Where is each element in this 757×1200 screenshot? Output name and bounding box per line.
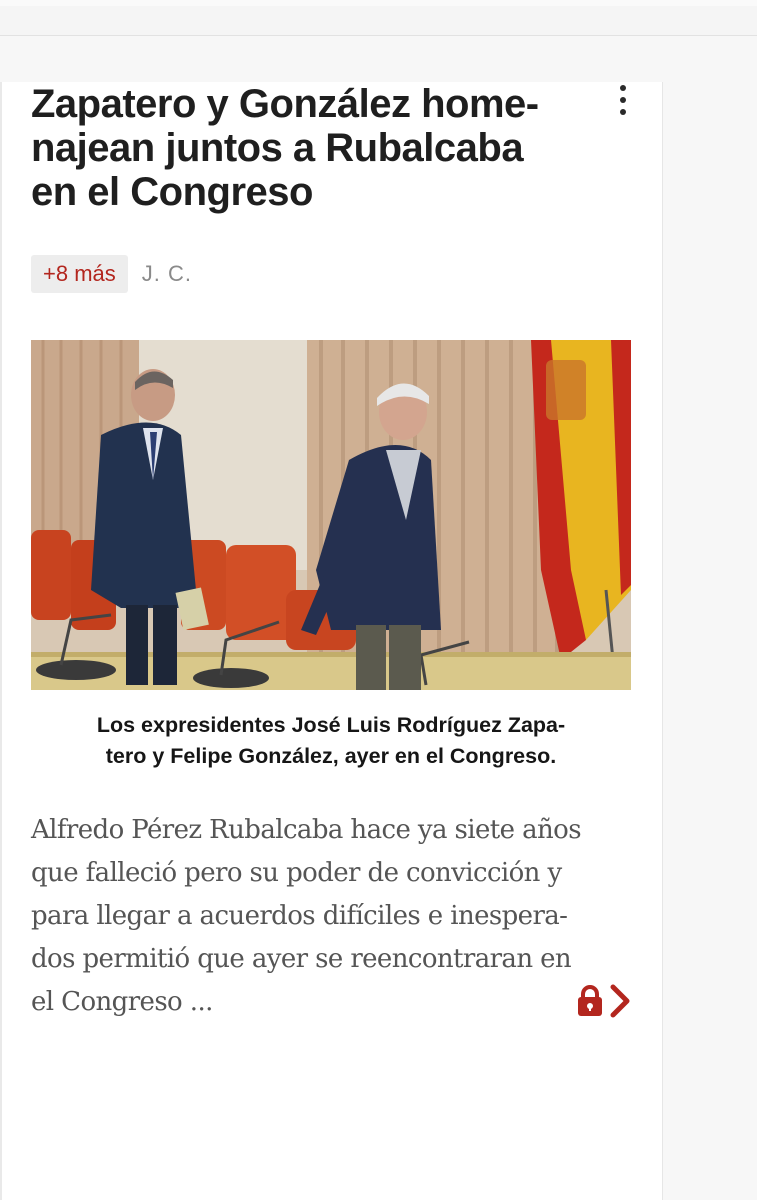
photo-illustration: [31, 340, 631, 690]
article-card[interactable]: [0, 82, 663, 1200]
article-headline[interactable]: [31, 82, 591, 214]
card-edge: [0, 82, 2, 1200]
article-photo[interactable]: [31, 340, 631, 690]
kebab-dot: [620, 97, 626, 103]
browser-top-bar: [0, 0, 757, 36]
top-bar-highlight: [0, 0, 757, 6]
more-authors-badge[interactable]: +8 más: [31, 255, 128, 293]
excerpt-line: Alfredo Pérez Rubalcaba hace ya siete años: [31, 815, 581, 845]
kebab-dot: [620, 85, 626, 91]
headline-line: en el Congreso: [31, 170, 313, 214]
more-options-icon[interactable]: [612, 82, 634, 118]
article-excerpt[interactable]: [31, 809, 631, 1024]
excerpt-line: que falleció pero su poder de convicción y: [31, 858, 562, 888]
excerpt-line: para llegar a acuerdos difíciles e inespera-: [31, 901, 568, 931]
chevron-right-icon: [607, 984, 633, 1018]
premium-read-more-link[interactable]: [577, 984, 633, 1018]
article-meta: [31, 255, 192, 293]
caption-line: tero y Felipe González, ayer en el Congreso.: [105, 744, 557, 768]
photo-caption: [31, 710, 631, 772]
headline-line: Zapatero y González home-: [31, 82, 539, 126]
author-name: J. C.: [141, 261, 192, 286]
headline-line: najean juntos a Rubalcaba: [31, 126, 524, 170]
kebab-dot: [620, 109, 626, 115]
excerpt-line: el Congreso ...: [31, 987, 213, 1017]
caption-line: Los expresidentes José Luis Rodríguez Zapa-: [96, 713, 566, 737]
excerpt-line: dos permitió que ayer se reencontraran en: [31, 944, 572, 974]
